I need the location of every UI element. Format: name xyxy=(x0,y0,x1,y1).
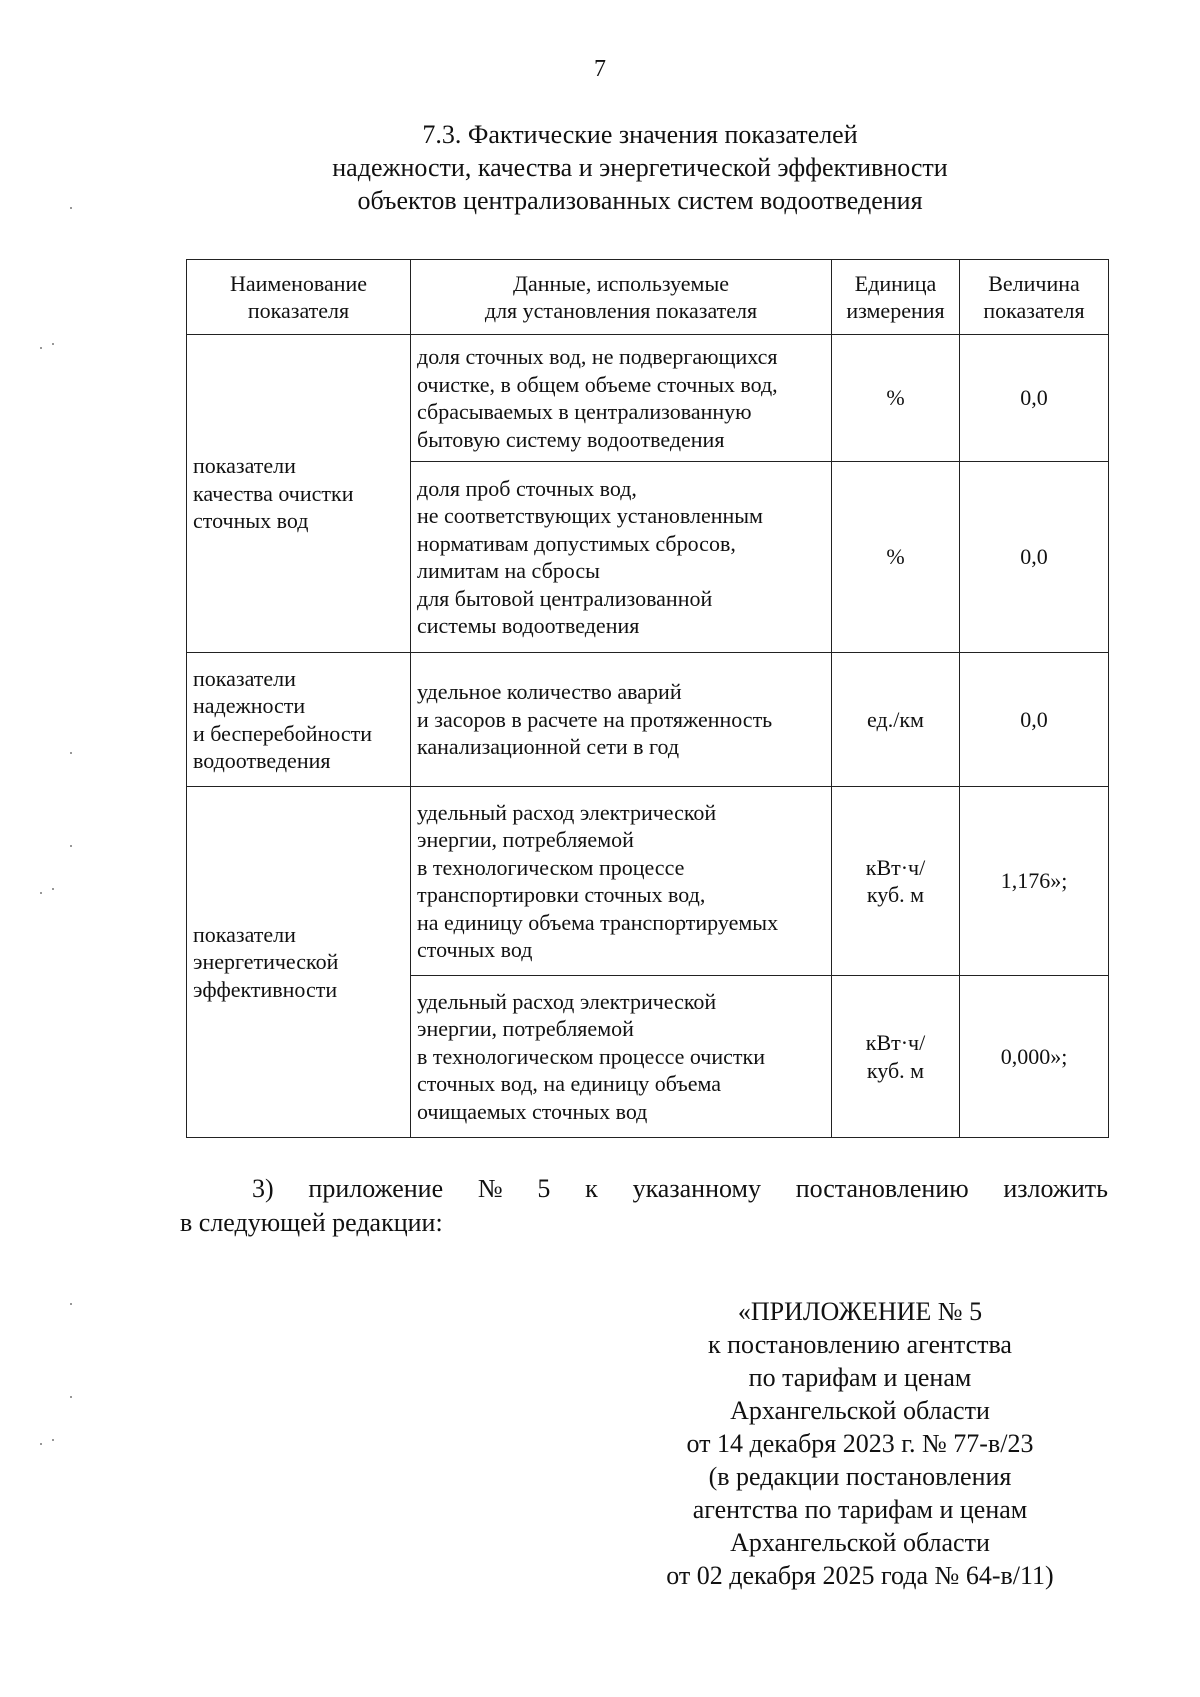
appendix-line: от 02 декабря 2025 года № 64-в/11) xyxy=(666,1561,1054,1590)
section-title-line: надежности, качества и энергетической эффективности xyxy=(332,153,948,182)
appendix-line: Архангельской области xyxy=(730,1396,990,1425)
appendix-line: к постановлению агентства xyxy=(708,1330,1012,1359)
indicators-table xyxy=(186,259,1109,1138)
section-title xyxy=(180,118,1100,217)
table-row xyxy=(187,787,1109,976)
appendix-line: «ПРИЛОЖЕНИЕ № 5 xyxy=(737,1297,983,1326)
indicator-value-cell: 0,0 xyxy=(960,462,1109,653)
header-unit: Единица измерения xyxy=(832,260,960,335)
amendment-line-2: в следующей редакции: xyxy=(180,1208,443,1237)
indicator-unit-cell: % xyxy=(832,462,960,653)
indicator-data-cell: удельный расход электрической энергии, потребляемой в технологическом процессе транспортировки сточных вод, на единицу объема транспортируемых сточных вод xyxy=(411,787,832,976)
amendment-word: приложение xyxy=(308,1174,444,1203)
amendment-word: № xyxy=(477,1174,503,1203)
amendment-word: 5 xyxy=(537,1174,551,1203)
indicator-data-cell: доля проб сточных вод, не соответствующих установленным нормативам допустимых сбросов, лимитам на сбросы для бытовой централизованной системы водоотведения xyxy=(411,462,832,653)
indicator-data-cell: доля сточных вод, не подвергающихся очистке, в общем объеме сточных вод, сбрасываемых в централизованную бытовую систему водоотведения xyxy=(411,335,832,462)
appendix-line: по тарифам и ценам xyxy=(748,1363,972,1392)
section-title-line: объектов централизованных систем водоотведения xyxy=(357,186,923,215)
indicator-unit-cell: кВт·ч/ куб. м xyxy=(832,976,960,1138)
table-header-row xyxy=(187,260,1109,335)
amendment-word: указанному xyxy=(632,1174,761,1203)
indicator-value-cell: 0,000»; xyxy=(960,976,1109,1138)
amendment-word: изложить xyxy=(1003,1174,1108,1203)
table-row xyxy=(187,335,1109,462)
appendix-line: агентства по тарифам и ценам xyxy=(692,1495,1028,1524)
header-source-data: Данные, используемые для установления показателя xyxy=(411,260,832,335)
appendix-line: (в редакции постановления xyxy=(708,1462,1012,1491)
indicator-data-cell: удельный расход электрической энергии, потребляемой в технологическом процессе очистки сточных вод, на единицу объема очищаемых сточных вод xyxy=(411,976,832,1138)
indicator-group-name: показатели надежности и бесперебойности водоотведения xyxy=(187,653,411,787)
indicator-unit-cell: кВт·ч/ куб. м xyxy=(832,787,960,976)
indicator-unit-cell: ед./км xyxy=(832,653,960,787)
header-value: Величина показателя xyxy=(960,260,1109,335)
section-title-line: 7.3. Фактические значения показателей xyxy=(422,120,858,149)
header-indicator-name: Наименование показателя xyxy=(187,260,411,335)
appendix-line: от 14 декабря 2023 г. № 77-в/23 xyxy=(686,1429,1034,1458)
indicator-value-cell: 1,176»; xyxy=(960,787,1109,976)
amendment-word: 3) xyxy=(252,1174,274,1203)
table-row xyxy=(187,653,1109,787)
page-number: 7 xyxy=(594,56,606,82)
amendment-line-1 xyxy=(180,1172,1108,1206)
indicator-value-cell: 0,0 xyxy=(960,653,1109,787)
indicator-unit-cell: % xyxy=(832,335,960,462)
amendment-word: к xyxy=(585,1174,598,1203)
amendment-paragraph xyxy=(180,1172,1108,1240)
amendment-word: постановлению xyxy=(795,1174,969,1203)
appendix-line: Архангельской области xyxy=(730,1528,990,1557)
appendix-header xyxy=(650,1295,1070,1592)
indicator-group-name: показатели энергетической эффективности xyxy=(187,787,411,1138)
indicator-data-cell: удельное количество аварий и засоров в расчете на протяженность канализационной сети в год xyxy=(411,653,832,787)
indicator-value-cell: 0,0 xyxy=(960,335,1109,462)
indicator-group-name: показатели качества очистки сточных вод xyxy=(187,335,411,653)
